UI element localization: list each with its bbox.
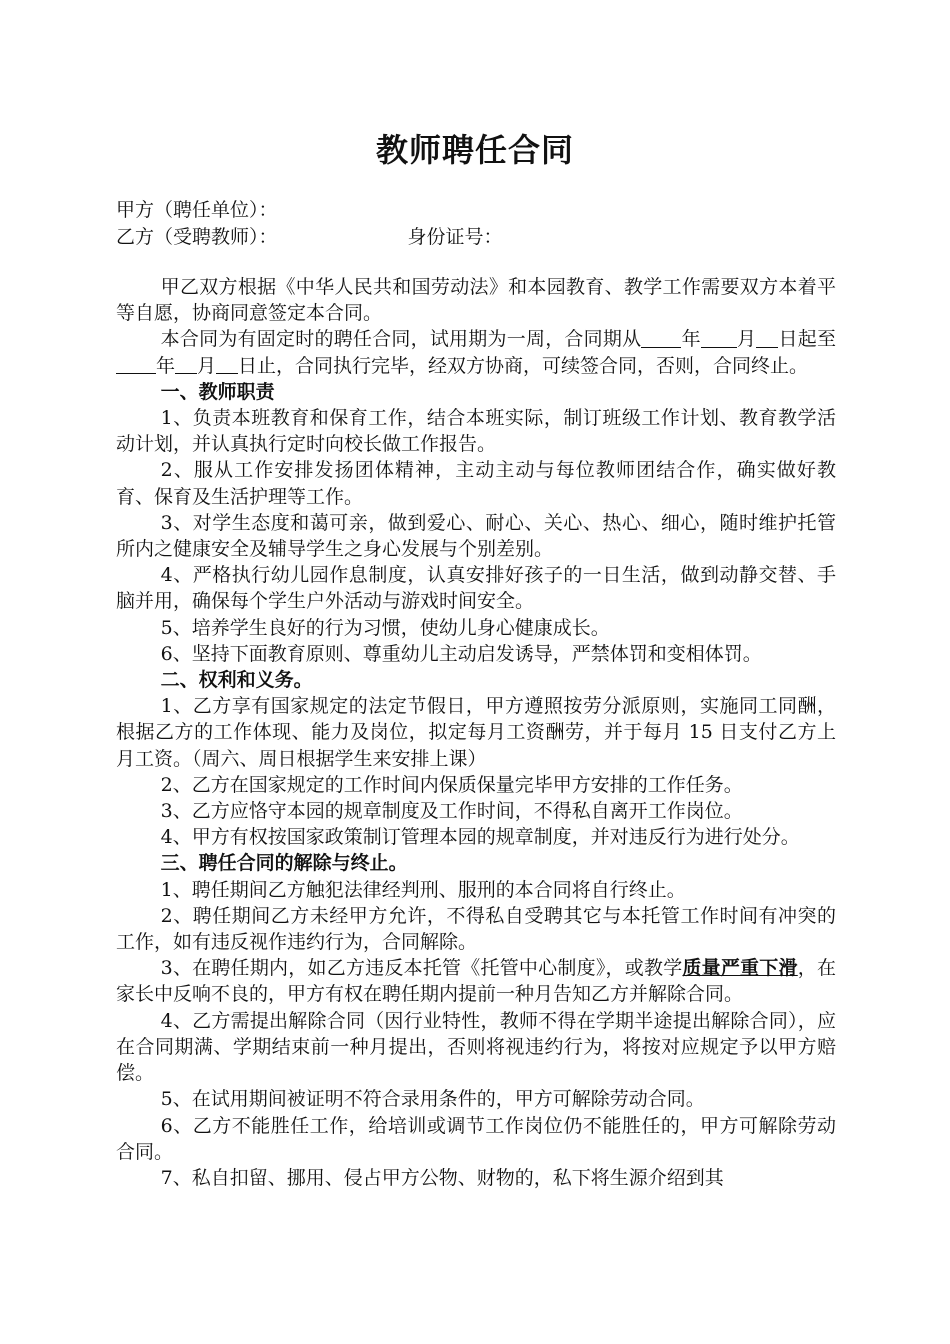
contract-body (116, 274, 836, 1191)
id-number-label: 身份证号： (407, 226, 503, 248)
rights-item-2: 2、乙方在国家规定的工作时间内保质保量完毕甲方安排的工作任务。 (160, 773, 743, 796)
quality-decline-emphasis: 质量严重下滑 (682, 957, 798, 980)
duty-item-6: 6、坚持下面教育原则、尊重幼儿主动启发诱导，严禁体罚和变相体罚。 (160, 642, 762, 665)
section-heading-rights: 二、权利和义务。 (160, 669, 313, 692)
duty-item-4: 4、严格执行幼儿园作息制度，认真安排好孩子的一日生活，做到动静交替、手脑并用，确保每个学生户外活动与游戏时间安全。 (116, 564, 836, 613)
start-year-blank[interactable] (641, 328, 681, 348)
termination-item-2: 2、聘任期间乙方未经甲方允许，不得私自受聘其它与本托管工作时间有冲突的工作，如有违反视作违约行为，合同解除。 (116, 904, 836, 954)
party-a-line (116, 197, 278, 223)
party-a-label: 甲方（聘任单位）： (116, 199, 278, 221)
section-heading-duties: 一、教师职责 (160, 380, 275, 403)
duty-item-5: 5、培养学生良好的行为习惯，使幼儿身心健康成长。 (160, 616, 610, 639)
intro-paragraph-2: 本合同为有固定时的聘任合同，试用期为一周，合同期从 年 月 日起至年 月 日止，合同执行完毕，经双方协商，可续签合同，否则，合同终止。 (116, 326, 836, 378)
end-day-blank[interactable] (216, 354, 238, 374)
party-b-label: 乙方（受聘教师）： (116, 226, 278, 248)
rights-item-3: 3、乙方应恪守本园的规章制度及工作时间，不得私自离开工作岗位。 (160, 800, 743, 823)
termination-item-7: 7、私自扣留、挪用、侵占甲方公物、财物的，私下将生源介绍到其 (160, 1166, 724, 1189)
termination-item-5: 5、在试用期间被证明不符合录用条件的，甲方可解除劳动合同。 (160, 1088, 705, 1111)
start-day-blank[interactable] (756, 328, 778, 348)
termination-item-4: 4、乙方需提出解除合同（因行业特性，教师不得在学期半途提出解除合同），应在合同期满、学期结束前一种月提出，否则将视违约行为，将按对应规定予以甲方赔偿。 (116, 1009, 836, 1085)
duty-item-1: 1、负责本班教育和保育工作，结合本班实际，制订班级工作计划、教育教学活动计划，并认真执行定时向校长做工作报告。 (116, 407, 836, 456)
duty-item-2: 2、服从工作安排发扬团体精神，主动主动与每位教师团结合作，确实做好教育、保育及生活护理等工作。 (116, 459, 836, 508)
termination-item-1: 1、聘任期间乙方触犯法律经判刑、服刑的本合同将自行终止。 (160, 878, 686, 901)
start-month-blank[interactable] (701, 328, 737, 348)
intro-paragraph-1: 甲乙双方根据《中华人民共和国劳动法》和本园教育、教学工作需要双方本着平等自愿，协商同意签定本合同。 (116, 276, 836, 325)
duty-item-3: 3、对学生态度和蔼可亲，做到爱心、耐心、关心、热心、细心，随时维护托管所内之健康安全及辅导学生之身心发展与个别差别。 (116, 511, 836, 561)
rights-item-1: 1、乙方享有国家规定的法定节假日，甲方遵照按劳分派原则，实施同工同酬，根据乙方的工作体现、能力及岗位，拟定每月工资酬劳，并于每月 15 日支付乙方上月工资。（周六、周日根据学生来安排上课） (116, 695, 836, 770)
end-month-blank[interactable] (175, 354, 197, 374)
rights-item-4: 4、甲方有权按国家政策制订管理本园的规章制度，并对违反行为进行处分。 (160, 826, 800, 849)
termination-item-6: 6、乙方不能胜任工作，给培训或调节工作岗位仍不能胜任的，甲方可解除劳动合同。 (116, 1114, 836, 1163)
party-b-line (116, 224, 503, 250)
section-heading-termination: 三、聘任合同的解除与终止。 (160, 852, 408, 875)
document-title: 教师聘任合同 (375, 131, 574, 169)
end-year-blank[interactable] (116, 354, 156, 374)
termination-item-3: 3、在聘任期内，如乙方违反本托管《托管中心制度》，或教学质量严重下滑，在家长中反响不良的，甲方有权在聘任期内提前一种月告知乙方并解除合同。 (116, 957, 836, 1006)
